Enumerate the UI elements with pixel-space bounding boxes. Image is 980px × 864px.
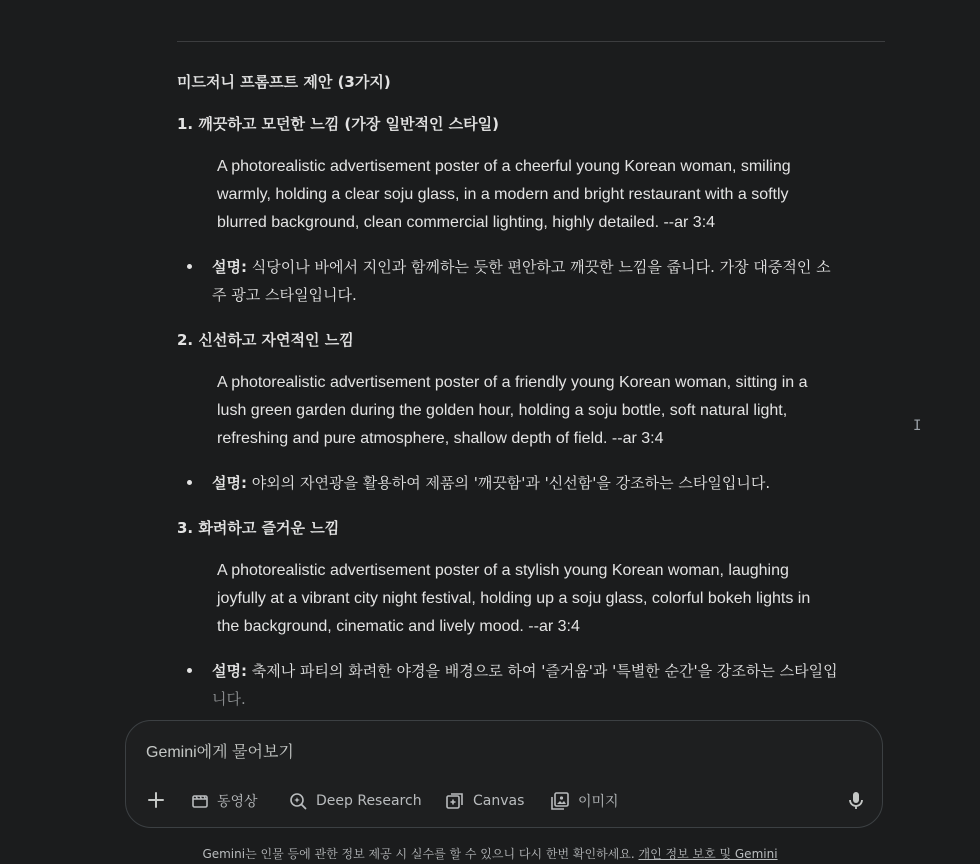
image-tool-button[interactable] [550,789,619,813]
bullet-dot [187,264,192,269]
description-text [212,253,888,309]
deep-research-label: Deep Research [316,793,422,809]
prompt-line: A photorealistic advertisement poster of a friendly young Korean woman, sitting in a [217,374,808,391]
text-cursor-icon: I [913,418,922,434]
prompt-block-1 [217,153,857,237]
prompt-line: A photorealistic advertisement poster of a cheerful young Korean woman, smiling [217,158,791,175]
video-tool-button[interactable] [191,789,258,813]
section-title-2: 2. 신선하고 자연적인 느낌 [177,331,354,349]
prompt-line: warmly, holding a clear soju glass, in a modern and bright restaurant with a softly [217,186,789,203]
prompt-input[interactable]: Gemini에게 물어보기 [146,744,294,761]
prompt-line: blurred background, clean commercial lighting, highly detailed. --ar 3:4 [217,214,716,231]
prompt-line: joyfully at a vibrant city night festival, holding up a soju glass, colorful bokeh lights in [217,590,811,607]
footer-disclaimer [0,845,980,862]
canvas-button[interactable] [445,789,524,813]
deep-research-button[interactable] [288,789,422,813]
bullet-dot [187,480,192,485]
bullet-dot [187,668,192,673]
image-tool-label: 이미지 [578,794,619,810]
video-tool-label: 동영상 [217,794,258,810]
section-title-1: 1. 깨끗하고 모던한 느낌 (가장 일반적인 스타일) [177,115,500,133]
add-button[interactable] [144,788,168,812]
description-label: 설명: [212,258,247,276]
description-line: 축제나 파티의 화려한 야경을 배경으로 하여 '즐거움'과 '특별한 순간'을 강조하는 스타일입 [251,662,838,680]
prompt-line: lush green garden during the golden hour, holding a soju bottle, soft natural light, [217,402,788,419]
description-label: 설명: [212,474,247,492]
description-line: 주 광고 스타일입니다. [212,286,357,304]
section-title-3: 3. 화려하고 즐거운 느낌 [177,519,340,537]
microphone-button[interactable] [845,789,867,813]
description-line: 식당이나 바에서 지인과 함께하는 듯한 편안하고 깨끗한 느낌을 줍니다. 가장 대중적인 소 [251,258,831,276]
disclaimer-text: Gemini는 인물 등에 관한 정보 제공 시 실수를 할 수 있으니 다시 한번 확인하세요. [202,847,635,861]
description-text [212,657,888,713]
prompt-composer [125,720,883,828]
description-text [212,469,888,497]
canvas-label: Canvas [473,793,525,809]
canvas-icon [445,791,465,811]
prompt-line: the background, cinematic and lively mood. --ar 3:4 [217,618,580,635]
response-heading: 미드저니 프롬프트 제안 (3가지) [177,73,391,91]
description-line: 니다. [212,690,246,708]
video-icon [191,792,209,810]
prompt-line: A photorealistic advertisement poster of a stylish young Korean woman, laughing [217,562,789,579]
deep-research-icon [288,791,308,811]
image-icon [550,791,570,811]
plus-icon [144,788,168,812]
prompt-block-3 [217,557,857,641]
prompt-block-2 [217,369,857,453]
description-line: 야외의 자연광을 활용하여 제품의 '깨끗함'과 '신선함'을 강조하는 스타일입니다. [251,474,771,492]
description-label: 설명: [212,662,247,680]
privacy-link[interactable]: 개인 정보 보호 및 Gemini [638,847,778,861]
response-content [177,0,922,712]
microphone-icon [845,789,867,813]
prompt-line: refreshing and pure atmosphere, shallow depth of field. --ar 3:4 [217,430,664,447]
